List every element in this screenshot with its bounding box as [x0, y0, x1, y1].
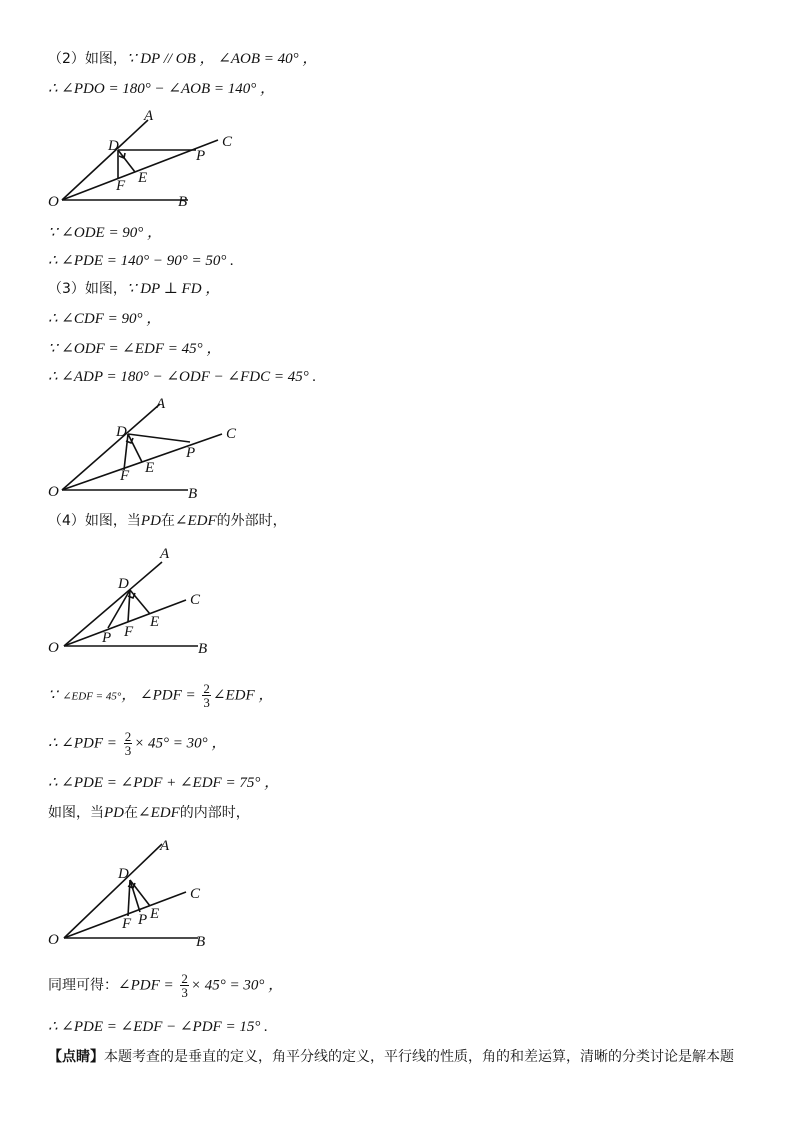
segment-DE	[118, 150, 135, 172]
label-E: E	[138, 170, 148, 186]
part4-line5-angle: ∠EDF	[138, 805, 180, 821]
part4-line5-mid: 在	[124, 805, 138, 821]
part4-line3-lhs: ∴ ∠PDF =	[48, 735, 117, 752]
label-P: P	[102, 630, 112, 646]
label-C: C	[190, 592, 201, 608]
part4-line4	[48, 772, 279, 793]
label-P: P	[186, 445, 196, 461]
part2-line1	[48, 48, 317, 69]
part4-line1-angle: ∠EDF	[174, 513, 217, 529]
part4-line1-pd: PD	[140, 513, 161, 529]
part4-line6-rhs: × 45° = 30° ，	[190, 977, 284, 994]
part4-line3	[48, 730, 226, 757]
label-B: B	[198, 641, 208, 657]
part4-line3-fraction	[124, 730, 133, 757]
label-D: D	[116, 424, 127, 440]
part4-line5-prefix: 如图，当	[48, 805, 104, 821]
segment-DE	[130, 590, 150, 614]
ray-OA	[62, 120, 148, 200]
label-A: A	[156, 396, 166, 412]
label-E: E	[150, 614, 160, 630]
fraction-denominator: 3	[181, 985, 188, 1000]
part2-line2	[48, 78, 275, 99]
part2-line1-math: ∵ DP // OB ， ∠AOB = 40° ，	[126, 51, 318, 67]
part3-line1-math: ∵ DP ⊥ FD ，	[126, 281, 221, 297]
label-F: F	[124, 624, 134, 640]
label-E: E	[145, 460, 155, 476]
part2-line1-prefix: （2）如图，	[48, 51, 127, 67]
part2-line4	[48, 250, 234, 271]
part4-line1-suffix: 的外部时，	[216, 513, 287, 529]
part4-line2-edf: ∠EDF ，	[212, 687, 274, 704]
part4-line5-pd: PD	[104, 805, 124, 821]
part4-line2-because: ∵	[48, 687, 58, 704]
part3-line1	[48, 278, 220, 299]
comment-line	[48, 1046, 734, 1067]
part2-line3	[48, 222, 162, 243]
part4-line1-mid: 在	[160, 513, 175, 529]
part4-line7	[48, 1016, 268, 1037]
segment-DE	[130, 880, 150, 906]
part3-line3-math: ∵ ∠ODF = ∠EDF = 45° ，	[48, 341, 222, 357]
label-C: C	[226, 426, 237, 442]
figure-part4-outside	[0, 540, 300, 660]
ray-OA	[64, 844, 162, 938]
part2-line2-math: ∴ ∠PDO = 180° − ∠AOB = 140° ，	[48, 81, 276, 97]
label-O: O	[48, 640, 59, 656]
label-D: D	[118, 576, 129, 592]
part3-line2	[48, 308, 161, 329]
ray-OA	[62, 404, 160, 490]
segment-DF	[128, 590, 130, 622]
fraction-numerator: 2	[203, 681, 210, 696]
part4-line6	[48, 972, 283, 999]
part4-line3-rhs: × 45° = 30° ，	[134, 735, 227, 752]
label-O: O	[48, 932, 59, 948]
label-D: D	[108, 138, 119, 154]
part4-line6-prefix: 同理可得：	[48, 977, 118, 994]
comment-tag: 【点睛】	[48, 1049, 104, 1065]
label-F: F	[120, 468, 130, 484]
fraction-numerator: 2	[124, 729, 132, 744]
part4-line2-given: ∠EDF = 45°	[62, 690, 122, 703]
label-O: O	[48, 194, 59, 210]
label-A: A	[144, 108, 154, 124]
label-P: P	[138, 912, 148, 928]
part3-line3	[48, 338, 221, 359]
fraction-numerator: 2	[181, 971, 188, 986]
part4-line6-fraction	[180, 972, 189, 999]
part4-line4-math: ∴ ∠PDE = ∠PDF + ∠EDF = 75° ，	[48, 775, 280, 791]
segment-DE	[128, 434, 142, 462]
label-A: A	[160, 546, 170, 562]
label-E: E	[150, 906, 160, 922]
part4-line6-lhs: ∠PDF =	[118, 977, 174, 994]
segment-DP	[128, 434, 190, 442]
label-D: D	[118, 866, 129, 882]
label-C: C	[222, 134, 233, 150]
part4-line1	[48, 510, 287, 531]
part3-line1-prefix: （3）如图，	[48, 281, 127, 297]
part4-line5-suffix: 的内部时，	[179, 805, 250, 821]
part3-line4-math: ∴ ∠ADP = 180° − ∠ODF − ∠FDC = 45° .	[48, 369, 317, 385]
label-P: P	[196, 148, 206, 164]
part2-line3-math: ∵ ∠ODE = 90° ，	[48, 225, 163, 241]
label-C: C	[190, 886, 201, 902]
figure-part2	[0, 100, 300, 215]
part4-line2	[48, 682, 273, 709]
ray-OA	[64, 562, 162, 646]
label-B: B	[196, 934, 206, 950]
fraction-denominator: 3	[124, 743, 132, 758]
label-B: B	[188, 486, 198, 502]
part4-line7-math: ∴ ∠PDE = ∠EDF − ∠PDF = 15° .	[48, 1019, 268, 1035]
part4-line1-prefix: （4）如图，当	[48, 513, 141, 529]
label-B: B	[178, 194, 188, 210]
part4-line2-pdf: ， ∠PDF =	[121, 687, 196, 704]
part2-line4-math: ∴ ∠PDE = 140° − 90° = 50° .	[48, 253, 234, 269]
label-F: F	[116, 178, 126, 194]
label-F: F	[122, 916, 132, 932]
fraction-denominator: 3	[203, 695, 210, 710]
part3-line4	[48, 366, 316, 387]
label-A: A	[160, 838, 170, 854]
comment-text: 本题考查的是垂直的定义，角平分线的定义，平行线的性质，角的和差运算，清晰的分类讨论是解本题	[104, 1049, 734, 1065]
part4-line2-fraction	[202, 682, 211, 709]
figure-part4-inside	[0, 832, 300, 957]
figure-part3	[0, 392, 300, 507]
label-O: O	[48, 484, 59, 500]
part4-line5	[48, 802, 250, 823]
part3-line2-math: ∴ ∠CDF = 90° ，	[48, 311, 162, 327]
